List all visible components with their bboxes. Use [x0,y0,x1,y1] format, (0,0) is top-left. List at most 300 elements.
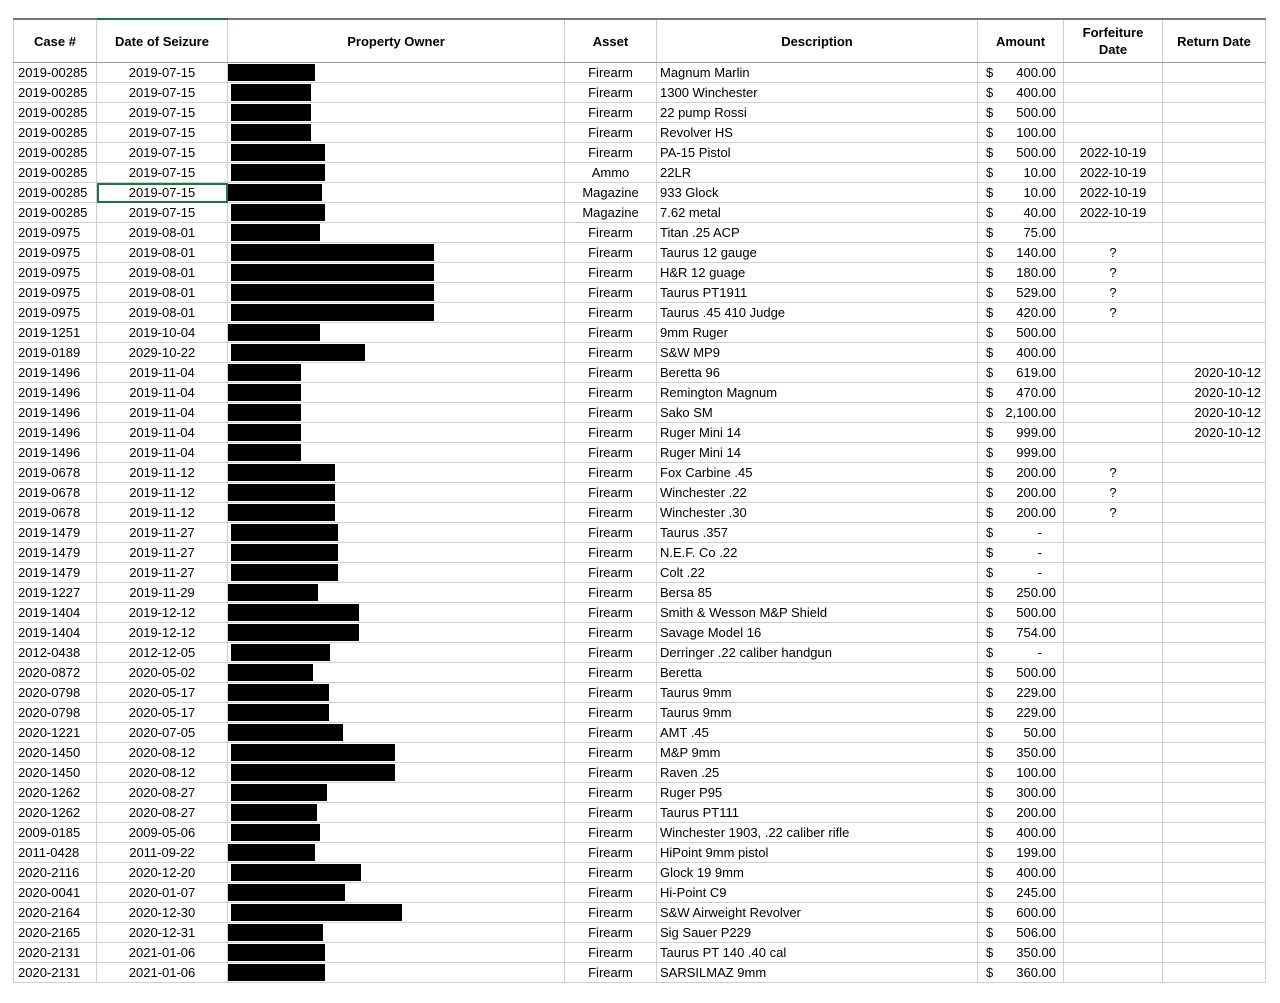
cell-asset[interactable]: Firearm [565,823,657,843]
cell-property-owner[interactable] [228,443,565,463]
cell-property-owner[interactable] [228,563,565,583]
table-row[interactable] [14,383,1266,403]
cell-amount[interactable] [978,263,1064,283]
cell-forfeiture-date[interactable]: ? [1064,283,1163,303]
cell-property-owner[interactable] [228,83,565,103]
cell-description[interactable]: Revolver HS [657,123,978,143]
cell-case[interactable]: 2019-1496 [14,363,97,383]
table-row[interactable] [14,863,1266,883]
cell-case[interactable]: 2020-1450 [14,743,97,763]
cell-description[interactable]: Ruger Mini 14 [657,423,978,443]
cell-case[interactable]: 2019-00285 [14,123,97,143]
cell-property-owner[interactable] [228,663,565,683]
cell-asset[interactable]: Firearm [565,63,657,83]
cell-case[interactable]: 2019-0975 [14,283,97,303]
cell-seizure-date[interactable]: 2020-05-17 [97,703,228,723]
cell-case[interactable]: 2019-1251 [14,323,97,343]
cell-property-owner[interactable] [228,423,565,443]
cell-amount[interactable] [978,143,1064,163]
cell-description[interactable]: 933 Glock [657,183,978,203]
cell-case[interactable]: 2019-0678 [14,503,97,523]
cell-asset[interactable]: Firearm [565,223,657,243]
cell-description[interactable]: Winchester .30 [657,503,978,523]
cell-seizure-date[interactable]: 2021-01-06 [97,943,228,963]
table-row[interactable] [14,143,1266,163]
table-row[interactable] [14,163,1266,183]
table-row[interactable] [14,663,1266,683]
cell-description[interactable]: Winchester .22 [657,483,978,503]
cell-seizure-date[interactable]: 2019-08-01 [97,223,228,243]
table-row[interactable] [14,743,1266,763]
cell-description[interactable]: 22 pump Rossi [657,103,978,123]
cell-forfeiture-date[interactable] [1064,603,1163,623]
cell-forfeiture-date[interactable] [1064,883,1163,903]
cell-case[interactable]: 2020-0041 [14,883,97,903]
cell-forfeiture-date[interactable] [1064,763,1163,783]
cell-asset[interactable]: Firearm [565,283,657,303]
cell-amount[interactable] [978,503,1064,523]
table-row[interactable] [14,583,1266,603]
cell-asset[interactable]: Firearm [565,543,657,563]
cell-description[interactable]: Derringer .22 caliber handgun [657,643,978,663]
cell-return-date[interactable] [1163,883,1266,903]
cell-case[interactable]: 2020-1221 [14,723,97,743]
cell-property-owner[interactable] [228,303,565,323]
cell-asset[interactable]: Firearm [565,123,657,143]
cell-property-owner[interactable] [228,603,565,623]
cell-property-owner[interactable] [228,883,565,903]
cell-return-date[interactable] [1163,703,1266,723]
cell-property-owner[interactable] [228,803,565,823]
cell-description[interactable]: Colt .22 [657,563,978,583]
cell-seizure-date[interactable]: 2019-07-15 [97,63,228,83]
cell-property-owner[interactable] [228,203,565,223]
cell-asset[interactable]: Firearm [565,583,657,603]
cell-case[interactable]: 2020-1450 [14,763,97,783]
cell-property-owner[interactable] [228,503,565,523]
cell-asset[interactable]: Firearm [565,423,657,443]
cell-asset[interactable]: Firearm [565,723,657,743]
cell-property-owner[interactable] [228,843,565,863]
cell-return-date[interactable] [1163,623,1266,643]
table-row[interactable] [14,923,1266,943]
cell-description[interactable]: Taurus PT111 [657,803,978,823]
table-row[interactable] [14,183,1266,203]
cell-forfeiture-date[interactable] [1064,83,1163,103]
cell-amount[interactable] [978,803,1064,823]
cell-asset[interactable]: Firearm [565,83,657,103]
cell-seizure-date[interactable]: 2019-07-15 [97,123,228,143]
cell-return-date[interactable] [1163,823,1266,843]
cell-description[interactable]: Winchester 1903, .22 caliber rifle [657,823,978,843]
cell-forfeiture-date[interactable] [1064,63,1163,83]
cell-return-date[interactable] [1163,743,1266,763]
cell-return-date[interactable] [1163,443,1266,463]
cell-asset[interactable]: Firearm [565,683,657,703]
cell-property-owner[interactable] [228,643,565,663]
cell-return-date[interactable] [1163,723,1266,743]
cell-asset[interactable]: Firearm [565,463,657,483]
header-seizure-date[interactable]: Date of Seizure [97,19,228,63]
cell-amount[interactable] [978,303,1064,323]
cell-case[interactable]: 2019-0189 [14,343,97,363]
cell-forfeiture-date[interactable] [1064,363,1163,383]
cell-forfeiture-date[interactable] [1064,123,1163,143]
cell-seizure-date[interactable]: 2019-11-04 [97,443,228,463]
cell-return-date[interactable] [1163,463,1266,483]
cell-amount[interactable] [978,283,1064,303]
cell-seizure-date[interactable]: 2019-08-01 [97,283,228,303]
cell-property-owner[interactable] [228,263,565,283]
cell-seizure-date[interactable]: 2019-07-15 [97,143,228,163]
table-row[interactable] [14,803,1266,823]
cell-case[interactable]: 2019-00285 [14,63,97,83]
cell-return-date[interactable] [1163,163,1266,183]
cell-return-date[interactable] [1163,283,1266,303]
cell-amount[interactable] [978,443,1064,463]
cell-amount[interactable] [978,683,1064,703]
cell-seizure-date[interactable]: 2020-08-27 [97,803,228,823]
cell-return-date[interactable] [1163,83,1266,103]
cell-case[interactable]: 2019-1479 [14,543,97,563]
cell-seizure-date[interactable]: 2009-05-06 [97,823,228,843]
cell-asset[interactable]: Firearm [565,783,657,803]
cell-return-date[interactable] [1163,503,1266,523]
table-row[interactable] [14,683,1266,703]
cell-amount[interactable] [978,943,1064,963]
cell-forfeiture-date[interactable] [1064,583,1163,603]
cell-forfeiture-date[interactable] [1064,723,1163,743]
cell-seizure-date[interactable]: 2011-09-22 [97,843,228,863]
cell-asset[interactable]: Firearm [565,703,657,723]
cell-seizure-date[interactable]: 2019-11-29 [97,583,228,603]
cell-amount[interactable] [978,643,1064,663]
cell-forfeiture-date[interactable] [1064,963,1163,983]
cell-seizure-date[interactable]: 2019-12-12 [97,623,228,643]
cell-description[interactable]: S&W Airweight Revolver [657,903,978,923]
cell-return-date[interactable] [1163,263,1266,283]
cell-property-owner[interactable] [228,943,565,963]
cell-asset[interactable]: Firearm [565,903,657,923]
cell-forfeiture-date[interactable] [1064,343,1163,363]
cell-forfeiture-date[interactable] [1064,823,1163,843]
cell-seizure-date[interactable]: 2019-07-15 [97,183,228,203]
cell-asset[interactable]: Firearm [565,623,657,643]
cell-asset[interactable]: Firearm [565,363,657,383]
cell-seizure-date[interactable]: 2020-12-30 [97,903,228,923]
cell-forfeiture-date[interactable]: ? [1064,483,1163,503]
cell-return-date[interactable] [1163,303,1266,323]
header-case[interactable]: Case # [14,19,97,63]
cell-return-date[interactable] [1163,683,1266,703]
cell-case[interactable]: 2019-0678 [14,463,97,483]
cell-amount[interactable] [978,363,1064,383]
cell-seizure-date[interactable]: 2019-08-01 [97,303,228,323]
cell-description[interactable]: SARSILMAZ 9mm [657,963,978,983]
cell-description[interactable]: Taurus 9mm [657,683,978,703]
table-row[interactable] [14,103,1266,123]
cell-property-owner[interactable] [228,183,565,203]
cell-description[interactable]: Taurus 9mm [657,703,978,723]
cell-amount[interactable] [978,843,1064,863]
cell-seizure-date[interactable]: 2019-07-15 [97,83,228,103]
cell-return-date[interactable] [1163,643,1266,663]
cell-return-date[interactable] [1163,483,1266,503]
cell-forfeiture-date[interactable]: ? [1064,503,1163,523]
cell-return-date[interactable]: 2020-10-12 [1163,383,1266,403]
cell-asset[interactable]: Firearm [565,603,657,623]
cell-forfeiture-date[interactable] [1064,523,1163,543]
cell-return-date[interactable]: 2020-10-12 [1163,403,1266,423]
cell-forfeiture-date[interactable] [1064,783,1163,803]
cell-description[interactable]: PA-15 Pistol [657,143,978,163]
cell-seizure-date[interactable]: 2019-11-12 [97,463,228,483]
cell-case[interactable]: 2020-0798 [14,683,97,703]
cell-asset[interactable]: Firearm [565,663,657,683]
cell-property-owner[interactable] [228,923,565,943]
cell-amount[interactable] [978,883,1064,903]
cell-asset[interactable]: Firearm [565,643,657,663]
cell-property-owner[interactable] [228,403,565,423]
cell-case[interactable]: 2019-1404 [14,623,97,643]
cell-asset[interactable]: Firearm [565,383,657,403]
cell-forfeiture-date[interactable] [1064,403,1163,423]
cell-return-date[interactable] [1163,903,1266,923]
cell-property-owner[interactable] [228,963,565,983]
cell-asset[interactable]: Firearm [565,243,657,263]
header-property-owner[interactable]: Property Owner [228,19,565,63]
cell-asset[interactable]: Firearm [565,803,657,823]
cell-asset[interactable]: Firearm [565,403,657,423]
cell-description[interactable]: H&R 12 guage [657,263,978,283]
cell-forfeiture-date[interactable] [1064,383,1163,403]
cell-amount[interactable] [978,543,1064,563]
table-row[interactable] [14,963,1266,983]
cell-forfeiture-date[interactable]: ? [1064,243,1163,263]
cell-return-date[interactable] [1163,63,1266,83]
cell-case[interactable]: 2020-2116 [14,863,97,883]
table-row[interactable] [14,303,1266,323]
cell-property-owner[interactable] [228,143,565,163]
cell-description[interactable]: Taurus PT1911 [657,283,978,303]
cell-property-owner[interactable] [228,743,565,763]
cell-amount[interactable] [978,963,1064,983]
header-asset[interactable]: Asset [565,19,657,63]
header-forfeiture-date[interactable]: Forfeiture Date [1064,19,1163,63]
cell-amount[interactable] [978,423,1064,443]
cell-seizure-date[interactable]: 2019-12-12 [97,603,228,623]
cell-seizure-date[interactable]: 2019-11-27 [97,543,228,563]
cell-case[interactable]: 2019-0975 [14,223,97,243]
cell-return-date[interactable]: 2020-10-12 [1163,423,1266,443]
cell-amount[interactable] [978,623,1064,643]
cell-return-date[interactable] [1163,123,1266,143]
cell-case[interactable]: 2019-0678 [14,483,97,503]
cell-amount[interactable] [978,203,1064,223]
table-row[interactable] [14,263,1266,283]
header-amount[interactable]: Amount [978,19,1064,63]
cell-seizure-date[interactable]: 2020-12-20 [97,863,228,883]
table-row[interactable] [14,203,1266,223]
cell-return-date[interactable] [1163,243,1266,263]
cell-asset[interactable]: Firearm [565,303,657,323]
cell-forfeiture-date[interactable] [1064,803,1163,823]
cell-property-owner[interactable] [228,223,565,243]
cell-case[interactable]: 2019-1496 [14,383,97,403]
cell-property-owner[interactable] [228,623,565,643]
cell-description[interactable]: 1300 Winchester [657,83,978,103]
cell-amount[interactable] [978,323,1064,343]
cell-description[interactable]: Ruger Mini 14 [657,443,978,463]
cell-asset[interactable]: Firearm [565,323,657,343]
cell-forfeiture-date[interactable] [1064,423,1163,443]
cell-asset[interactable]: Firearm [565,923,657,943]
cell-amount[interactable] [978,583,1064,603]
cell-asset[interactable]: Firearm [565,943,657,963]
cell-amount[interactable] [978,743,1064,763]
cell-case[interactable]: 2009-0185 [14,823,97,843]
cell-forfeiture-date[interactable] [1064,843,1163,863]
cell-case[interactable]: 2019-00285 [14,183,97,203]
cell-description[interactable]: Titan .25 ACP [657,223,978,243]
cell-forfeiture-date[interactable]: ? [1064,303,1163,323]
cell-asset[interactable]: Magazine [565,183,657,203]
cell-amount[interactable] [978,83,1064,103]
cell-amount[interactable] [978,383,1064,403]
cell-amount[interactable] [978,163,1064,183]
cell-case[interactable]: 2019-1496 [14,423,97,443]
cell-asset[interactable]: Firearm [565,483,657,503]
cell-property-owner[interactable] [228,103,565,123]
cell-case[interactable]: 2019-0975 [14,263,97,283]
cell-seizure-date[interactable]: 2021-01-06 [97,963,228,983]
cell-case[interactable]: 2020-0798 [14,703,97,723]
table-row[interactable] [14,623,1266,643]
cell-amount[interactable] [978,563,1064,583]
cell-description[interactable]: Glock 19 9mm [657,863,978,883]
cell-property-owner[interactable] [228,783,565,803]
cell-seizure-date[interactable]: 2019-07-15 [97,163,228,183]
cell-case[interactable]: 2012-0438 [14,643,97,663]
cell-amount[interactable] [978,783,1064,803]
cell-amount[interactable] [978,663,1064,683]
cell-asset[interactable]: Firearm [565,883,657,903]
table-row[interactable] [14,483,1266,503]
cell-forfeiture-date[interactable] [1064,623,1163,643]
cell-seizure-date[interactable]: 2019-11-27 [97,563,228,583]
cell-asset[interactable]: Magazine [565,203,657,223]
cell-seizure-date[interactable]: 2019-11-04 [97,383,228,403]
cell-case[interactable]: 2020-2165 [14,923,97,943]
cell-asset[interactable]: Firearm [565,263,657,283]
cell-case[interactable]: 2011-0428 [14,843,97,863]
cell-description[interactable]: Magnum Marlin [657,63,978,83]
cell-property-owner[interactable] [228,163,565,183]
cell-forfeiture-date[interactable] [1064,943,1163,963]
cell-asset[interactable]: Ammo [565,163,657,183]
cell-description[interactable]: Beretta 96 [657,363,978,383]
cell-asset[interactable]: Firearm [565,523,657,543]
table-row[interactable] [14,823,1266,843]
cell-amount[interactable] [978,903,1064,923]
table-row[interactable] [14,523,1266,543]
cell-asset[interactable]: Firearm [565,443,657,463]
cell-forfeiture-date[interactable] [1064,703,1163,723]
cell-amount[interactable] [978,523,1064,543]
cell-case[interactable]: 2019-1227 [14,583,97,603]
cell-property-owner[interactable] [228,483,565,503]
cell-forfeiture-date[interactable] [1064,443,1163,463]
cell-amount[interactable] [978,763,1064,783]
cell-case[interactable]: 2020-2164 [14,903,97,923]
cell-return-date[interactable] [1163,523,1266,543]
cell-seizure-date[interactable]: 2020-08-12 [97,743,228,763]
table-row[interactable] [14,783,1266,803]
cell-seizure-date[interactable]: 2029-10-22 [97,343,228,363]
cell-description[interactable]: Savage Model 16 [657,623,978,643]
cell-description[interactable]: Bersa 85 [657,583,978,603]
cell-case[interactable]: 2020-2131 [14,943,97,963]
cell-description[interactable]: 22LR [657,163,978,183]
cell-amount[interactable] [978,63,1064,83]
cell-description[interactable]: HiPoint 9mm pistol [657,843,978,863]
cell-description[interactable]: Smith & Wesson M&P Shield [657,603,978,623]
cell-property-owner[interactable] [228,543,565,563]
cell-property-owner[interactable] [228,63,565,83]
cell-case[interactable]: 2019-1496 [14,403,97,423]
cell-amount[interactable] [978,603,1064,623]
cell-seizure-date[interactable]: 2019-11-04 [97,423,228,443]
cell-property-owner[interactable] [228,463,565,483]
cell-property-owner[interactable] [228,523,565,543]
cell-property-owner[interactable] [228,903,565,923]
table-row[interactable] [14,603,1266,623]
header-description[interactable]: Description [657,19,978,63]
cell-case[interactable]: 2019-0975 [14,243,97,263]
cell-case[interactable]: 2019-1496 [14,443,97,463]
cell-description[interactable]: Taurus .357 [657,523,978,543]
cell-case[interactable]: 2019-00285 [14,203,97,223]
cell-property-owner[interactable] [228,723,565,743]
table-row[interactable] [14,703,1266,723]
cell-seizure-date[interactable]: 2019-11-12 [97,483,228,503]
cell-property-owner[interactable] [228,863,565,883]
cell-return-date[interactable] [1163,603,1266,623]
cell-description[interactable]: Taurus .45 410 Judge [657,303,978,323]
cell-case[interactable]: 2019-00285 [14,143,97,163]
cell-property-owner[interactable] [228,583,565,603]
cell-case[interactable]: 2019-00285 [14,103,97,123]
cell-property-owner[interactable] [228,343,565,363]
cell-description[interactable]: Sig Sauer P229 [657,923,978,943]
cell-return-date[interactable]: 2020-10-12 [1163,363,1266,383]
cell-return-date[interactable] [1163,943,1266,963]
cell-forfeiture-date[interactable]: 2022-10-19 [1064,203,1163,223]
cell-description[interactable]: Raven .25 [657,763,978,783]
cell-forfeiture-date[interactable] [1064,923,1163,943]
cell-description[interactable]: Hi-Point C9 [657,883,978,903]
cell-case[interactable]: 2020-1262 [14,803,97,823]
cell-return-date[interactable] [1163,543,1266,563]
header-return-date[interactable]: Return Date [1163,19,1266,63]
cell-property-owner[interactable] [228,763,565,783]
cell-case[interactable]: 2019-1404 [14,603,97,623]
table-row[interactable] [14,323,1266,343]
cell-seizure-date[interactable]: 2019-08-01 [97,263,228,283]
cell-seizure-date[interactable]: 2019-08-01 [97,243,228,263]
cell-description[interactable]: Taurus 12 gauge [657,243,978,263]
cell-forfeiture-date[interactable]: 2022-10-19 [1064,163,1163,183]
